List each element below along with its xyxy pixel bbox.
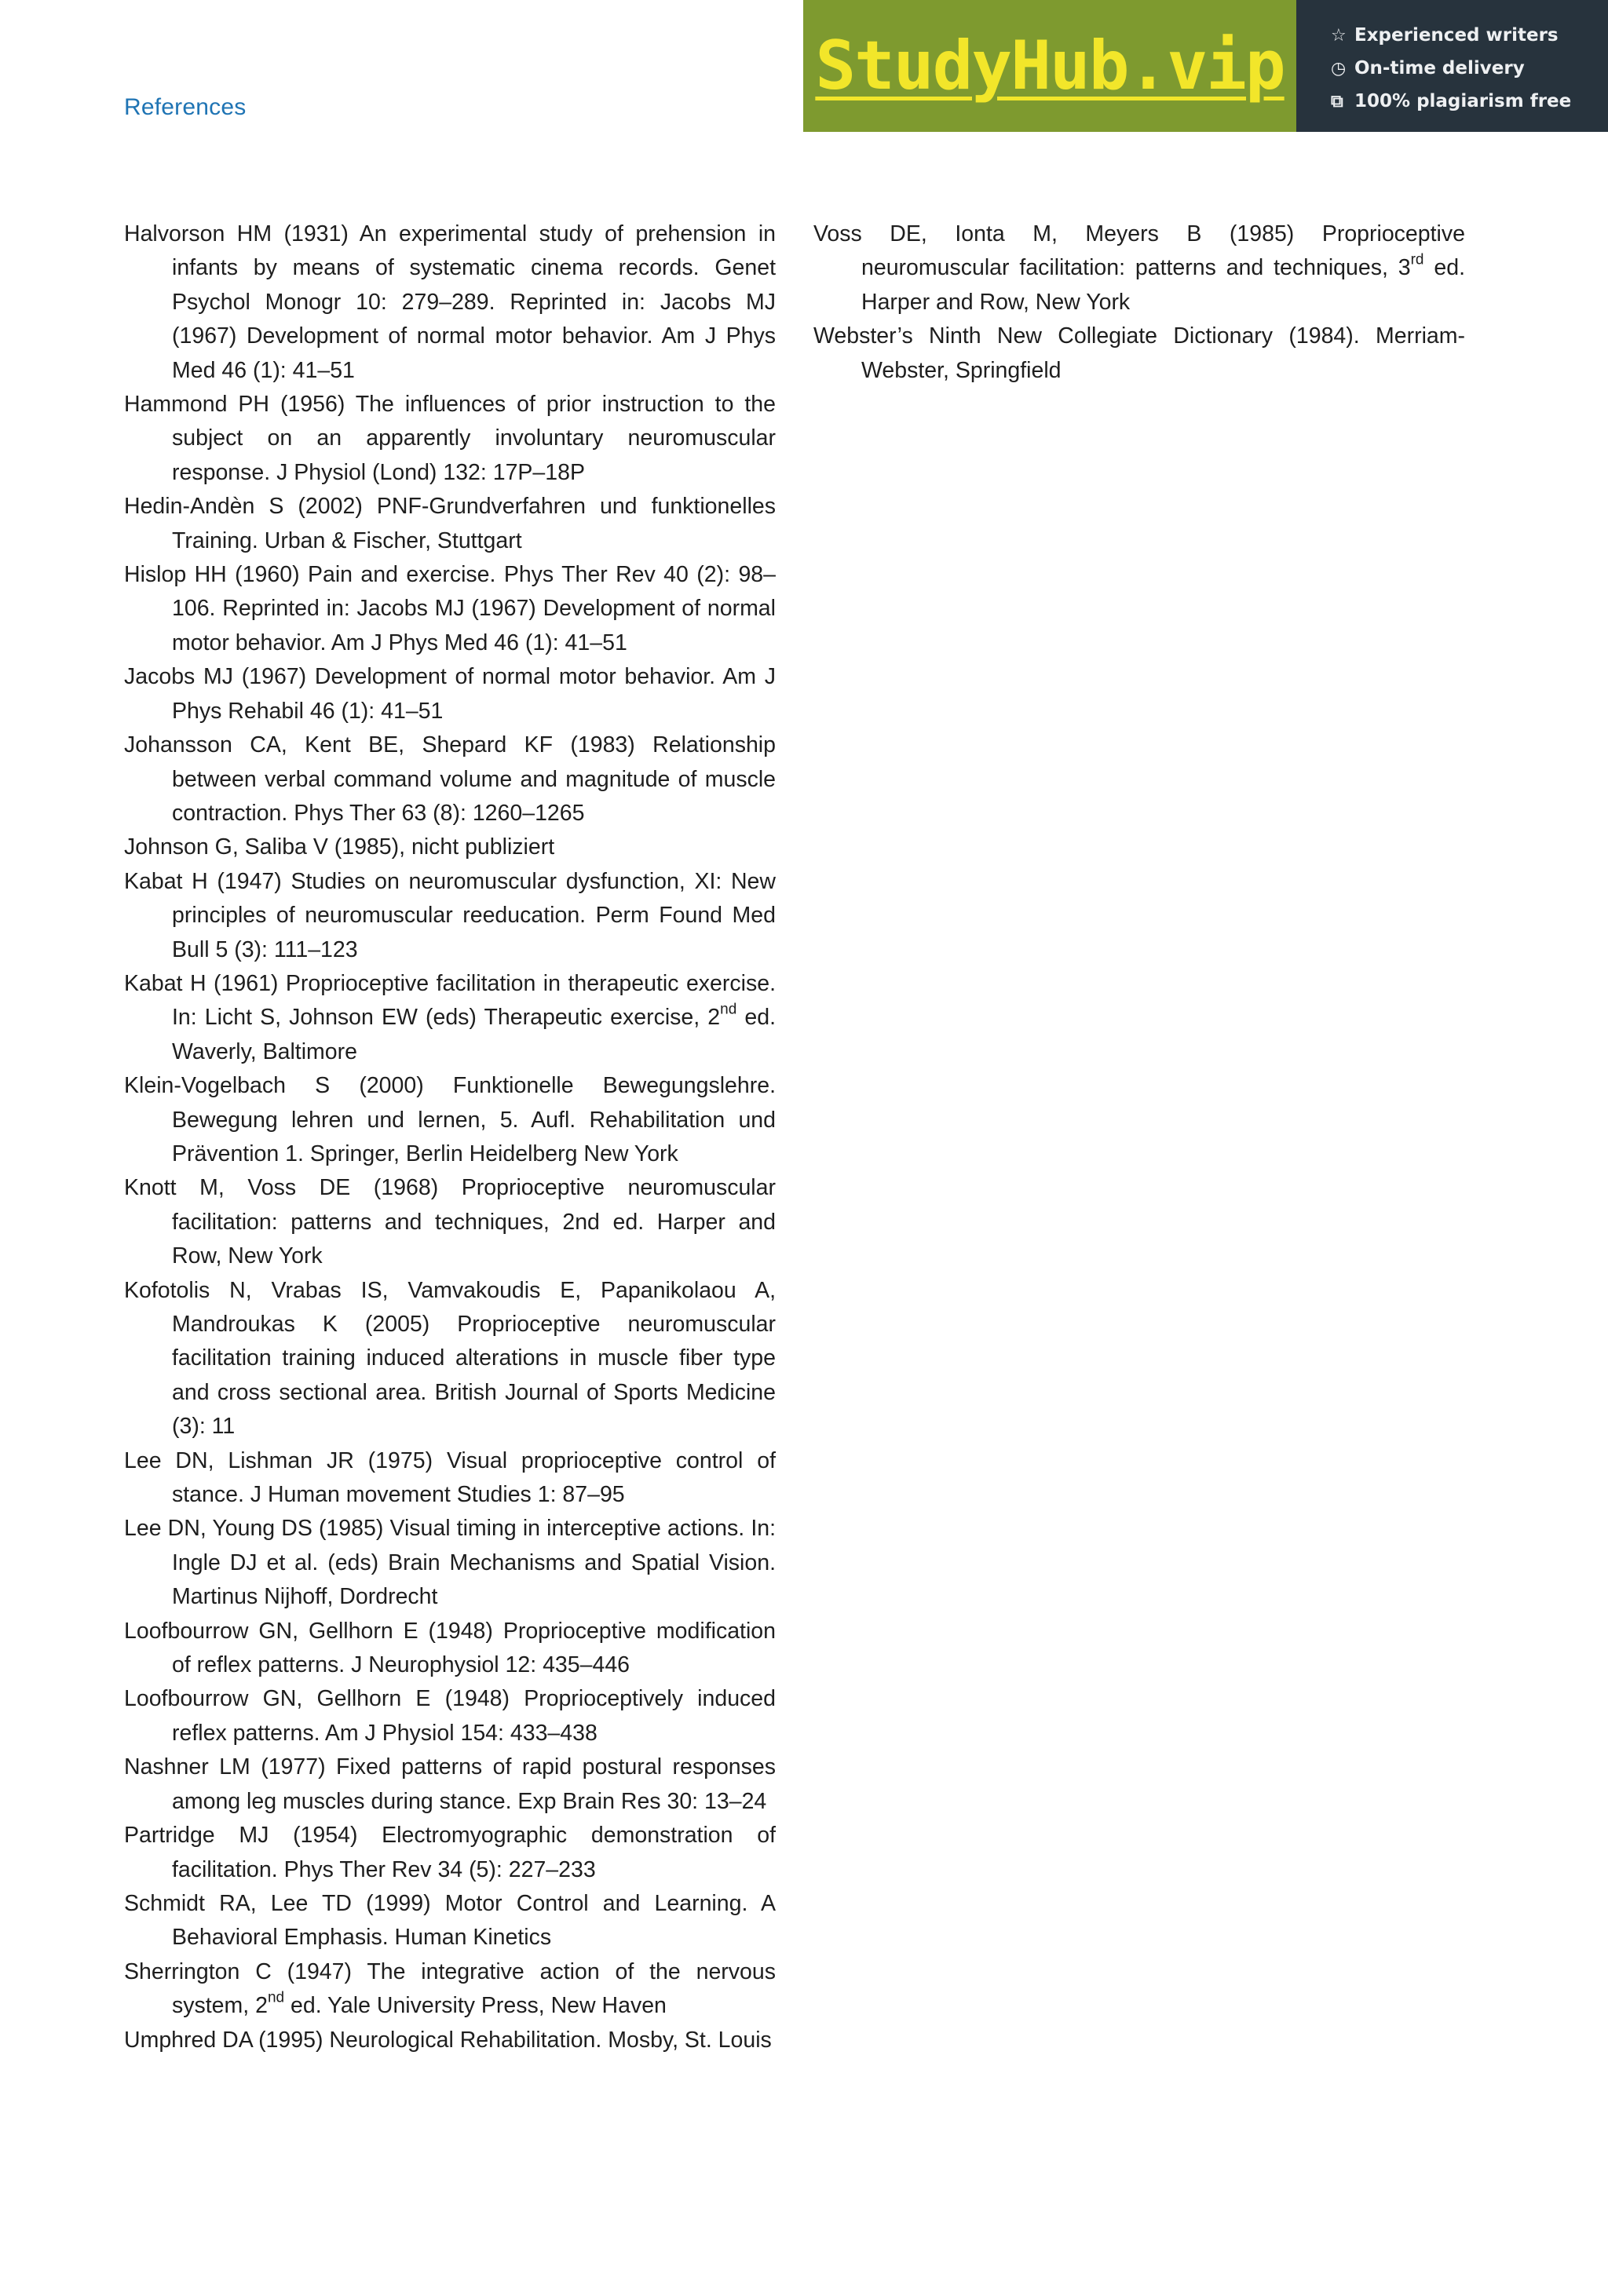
reference-text-continued: ed. Waverly, Baltimore (172, 1005, 776, 1064)
ordinal-superscript: rd (1410, 252, 1424, 269)
reference-entry (124, 660, 776, 728)
reference-text: Klein-Vogelbach S (2000) Funktionelle Bewegungslehre. Bewegung lehren und lernen, 5. Aufl. Rehabilitation und Prävention 1. Springer, Berlin Heidelberg New York (124, 1073, 776, 1166)
reference-entry (124, 728, 776, 830)
references-column-right (813, 217, 1465, 388)
reference-text: Johnson G, Saliba V (1985), nicht publiziert (124, 834, 555, 860)
brand-logo-link[interactable] (803, 0, 1296, 132)
reference-entry (124, 1512, 776, 1614)
feature-label: Experienced writers (1354, 25, 1559, 46)
reference-entry (124, 967, 776, 1069)
reference-entry (124, 1615, 776, 1683)
reference-text: Kofotolis N, Vrabas IS, Vamvakoudis E, Papanikolaou A, Mandroukas K (2005) Proprioceptive neuromuscular facilitation training induced alterations in muscle fiber type and cross sectional area. British Journal of Sports Medicine (3): 11 (124, 1277, 776, 1440)
reference-text: Lee DN, Young DS (1985) Visual timing in interceptive actions. In: Ingle DJ et al. (eds) Brain Mechanisms and Spatial Vision. Martinus Nijhoff, Dordrecht (124, 1516, 776, 1610)
reference-entry (124, 558, 776, 660)
ad-banner[interactable] (803, 0, 1608, 132)
feature-label: 100% plagiarism free (1354, 91, 1572, 111)
star-icon: ☆ (1331, 25, 1347, 46)
reference-entry (124, 830, 776, 864)
reference-entry (124, 1682, 776, 1750)
reference-entry (124, 217, 776, 388)
reference-entry (124, 388, 776, 490)
ordinal-superscript: nd (267, 1989, 285, 2006)
references-column-left (124, 217, 776, 2057)
reference-entry (124, 1444, 776, 1513)
reference-entry (124, 1171, 776, 1273)
reference-entry (813, 319, 1465, 388)
reference-text: Johansson CA, Kent BE, Shepard KF (1983) Relationship between verbal command volume and magnitude of muscle contraction. Phys Ther 63 (8): 1260–1265 (124, 732, 776, 826)
reference-text: Hammond PH (1956) The influences of prior instruction to the subject on an apparently involuntary neuromuscular response. J Physiol (Lond) 132: 17P–18P (124, 392, 776, 485)
reference-entry (124, 2024, 776, 2057)
reference-text-continued: ed. Harper and Row, New York (861, 255, 1465, 315)
reference-text: Lee DN, Lishman JR (1975) Visual proprioceptive control of stance. J Human movement Studies 1: 87–95 (124, 1447, 776, 1508)
reference-text: Kabat H (1961) Proprioceptive facilitation in therapeutic exercise. In: Licht S, Johnson EW (eds) Therapeutic exercise, 2 (124, 970, 776, 1031)
feature-list (1296, 0, 1608, 132)
reference-text: Sherrington C (1947) The integrative action of the nervous system, 2 (124, 1958, 776, 2019)
brand-name: StudyHub.vip (815, 27, 1285, 105)
reference-text: Loofbourrow GN, Gellhorn E (1948) Proprioceptive modification of reflex patterns. J Neurophysiol 12: 435–446 (124, 1618, 776, 1678)
reference-text: Knott M, Voss DE (1968) Proprioceptive neuromuscular facilitation: patterns and techniques, 2nd ed. Harper and Row, New York (124, 1175, 776, 1269)
reference-entry (124, 1750, 776, 1819)
reference-text: Schmidt RA, Lee TD (1999) Motor Control and Learning. A Behavioral Emphasis. Human Kinetics (124, 1890, 776, 1951)
document-check-icon: ⧉ (1331, 91, 1343, 111)
reference-text: Umphred DA (1995) Neurological Rehabilitation. Mosby, St. Louis (124, 2027, 772, 2053)
clock-icon: ◷ (1331, 58, 1347, 78)
reference-entry (124, 1887, 776, 1955)
reference-entry (124, 490, 776, 558)
reference-entry (813, 217, 1465, 319)
reference-text: Halvorson HM (1931) An experimental study of prehension in infants by means of systematic cinema records. Genet Psychol Monogr 10: 279–289. Reprinted in: Jacobs MJ (1967) Development of normal motor behavior. Am J Phys Med 46 (1): 41–51 (124, 221, 776, 383)
reference-text: Hislop HH (1960) Pain and exercise. Phys Ther Rev 40 (2): 98–106. Reprinted in: Jacobs MJ (1967) Development of normal motor behavior. Am J Phys Med 46 (1): 41–51 (124, 562, 776, 655)
reference-text: Partridge MJ (1954) Electromyographic demonstration of facilitation. Phys Ther Rev 34 (5): 227–233 (124, 1823, 776, 1882)
reference-text-continued: ed. Yale University Press, New Haven (284, 1993, 667, 2019)
reference-entry (124, 1955, 776, 2024)
reference-text: Webster’s Ninth New Collegiate Dictionary (1984). Merriam-Webster, Springfield (813, 323, 1465, 383)
reference-text: Jacobs MJ (1967) Development of normal motor behavior. Am J Phys Rehabil 46 (1): 41–51 (124, 664, 776, 724)
reference-entry (124, 865, 776, 967)
reference-entry (124, 1274, 776, 1444)
feature-item (1331, 85, 1608, 118)
reference-entry (124, 1819, 776, 1887)
page-section-title: References (124, 94, 247, 120)
reference-text: Hedin-Andèn S (2002) PNF-Grundverfahren und funktionelles Training. Urban & Fischer, Stuttgart (124, 494, 776, 553)
ordinal-superscript: nd (720, 1002, 737, 1019)
reference-text: Loofbourrow GN, Gellhorn E (1948) Proprioceptively induced reflex patterns. Am J Physiol 154: 433–438 (124, 1686, 776, 1746)
feature-label: On-time delivery (1354, 58, 1525, 78)
feature-item (1331, 52, 1608, 85)
reference-text: Nashner LM (1977) Fixed patterns of rapid postural responses among leg muscles during stance. Exp Brain Res 30: 13–24 (124, 1754, 776, 1814)
feature-item (1331, 19, 1608, 52)
reference-entry (124, 1069, 776, 1171)
reference-text: Kabat H (1947) Studies on neuromuscular dysfunction, XI: New principles of neuromuscular reeducation. Perm Found Med Bull 5 (3): 111–123 (124, 868, 776, 962)
reference-text: Voss DE, Ionta M, Meyers B (1985) Proprioceptive neuromuscular facilitation: patterns and techniques, 3 (813, 221, 1465, 281)
